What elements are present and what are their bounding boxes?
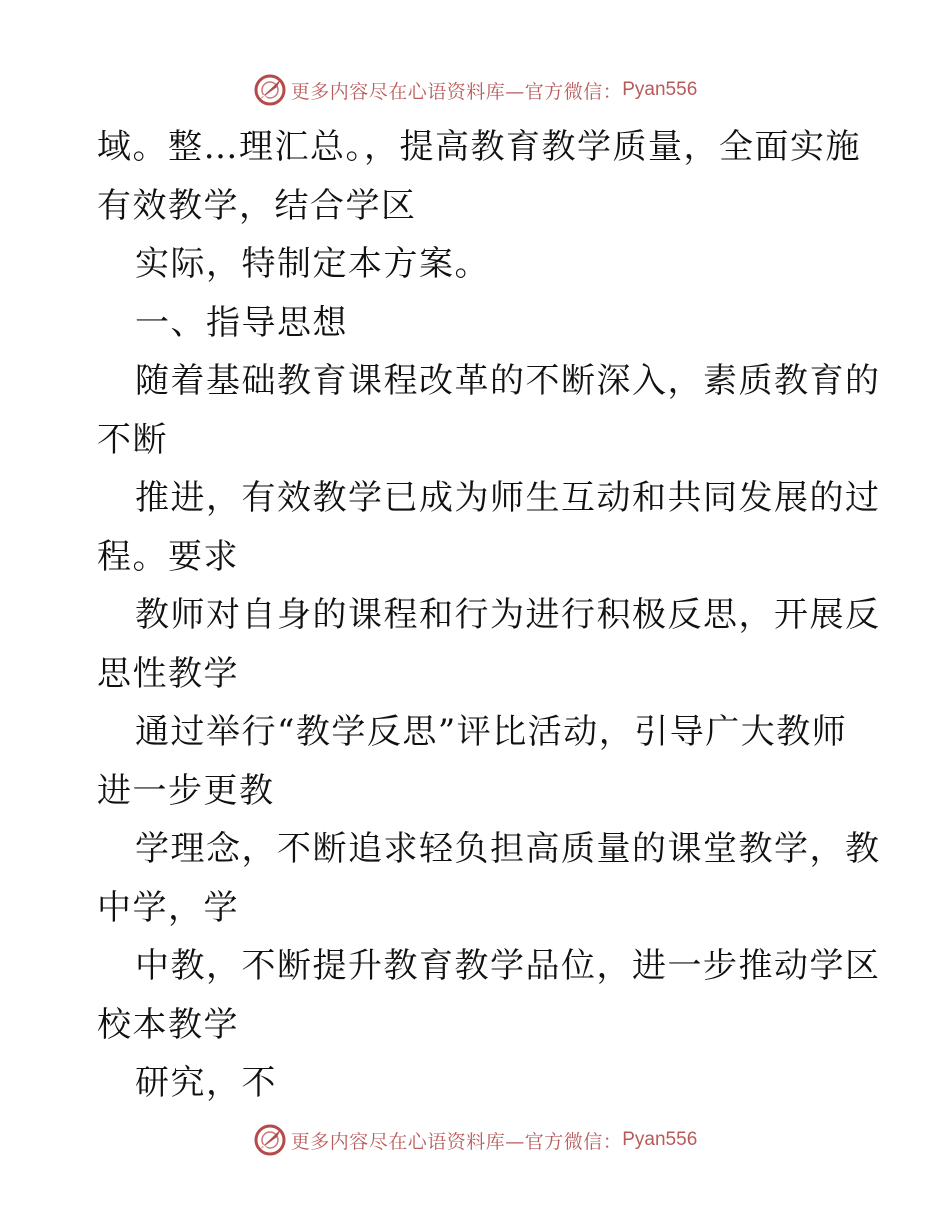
footer-watermark-banner [0, 1120, 950, 1160]
body-line: 学理念，不断追求轻负担高质量的课堂教学，教 [135, 829, 881, 869]
body-line: 域。整…理汇总。，提高教育教学质量，全面实施 [97, 127, 861, 167]
brand-logo-icon [253, 73, 287, 107]
body-line: 研究，不 [135, 1063, 277, 1103]
body-line: 有效教学，结合学区 [97, 185, 417, 226]
body-line: 不断 [97, 419, 168, 460]
body-line: 随着基础教育课程改革的不断深入，素质教育的 [135, 361, 881, 401]
body-line: 思性教学 [97, 653, 239, 694]
body-line: 实际，特制定本方案。 [135, 244, 490, 284]
body-line: 中学，学 [97, 887, 239, 928]
body-line: 教师对自身的课程和行为进行积极反思，开展反 [135, 595, 881, 635]
document-body [97, 118, 881, 1113]
body-line: 中教，不断提升教育教学品位，进一步推动学区 [135, 946, 881, 986]
header-banner-text: 更多内容尽在心语资料库—官方微信： [290, 80, 623, 103]
header-banner-id: Pyan556 [622, 79, 698, 100]
body-line: 程。要求 [97, 536, 239, 577]
body-line: 通过举行“教学反思”评比活动，引导广大教师 [135, 712, 848, 752]
footer-banner-text: 更多内容尽在心语资料库—官方微信： [290, 1130, 623, 1153]
footer-banner-id: Pyan556 [622, 1129, 698, 1150]
body-line: 进一步更教 [97, 770, 275, 811]
section-heading: 一、指导思想 [135, 302, 348, 343]
brand-logo-icon [253, 1123, 287, 1157]
header-watermark-banner [0, 70, 950, 110]
body-line: 推进，有效教学已成为师生互动和共同发展的过 [135, 478, 881, 518]
body-line: 校本教学 [97, 1004, 239, 1045]
